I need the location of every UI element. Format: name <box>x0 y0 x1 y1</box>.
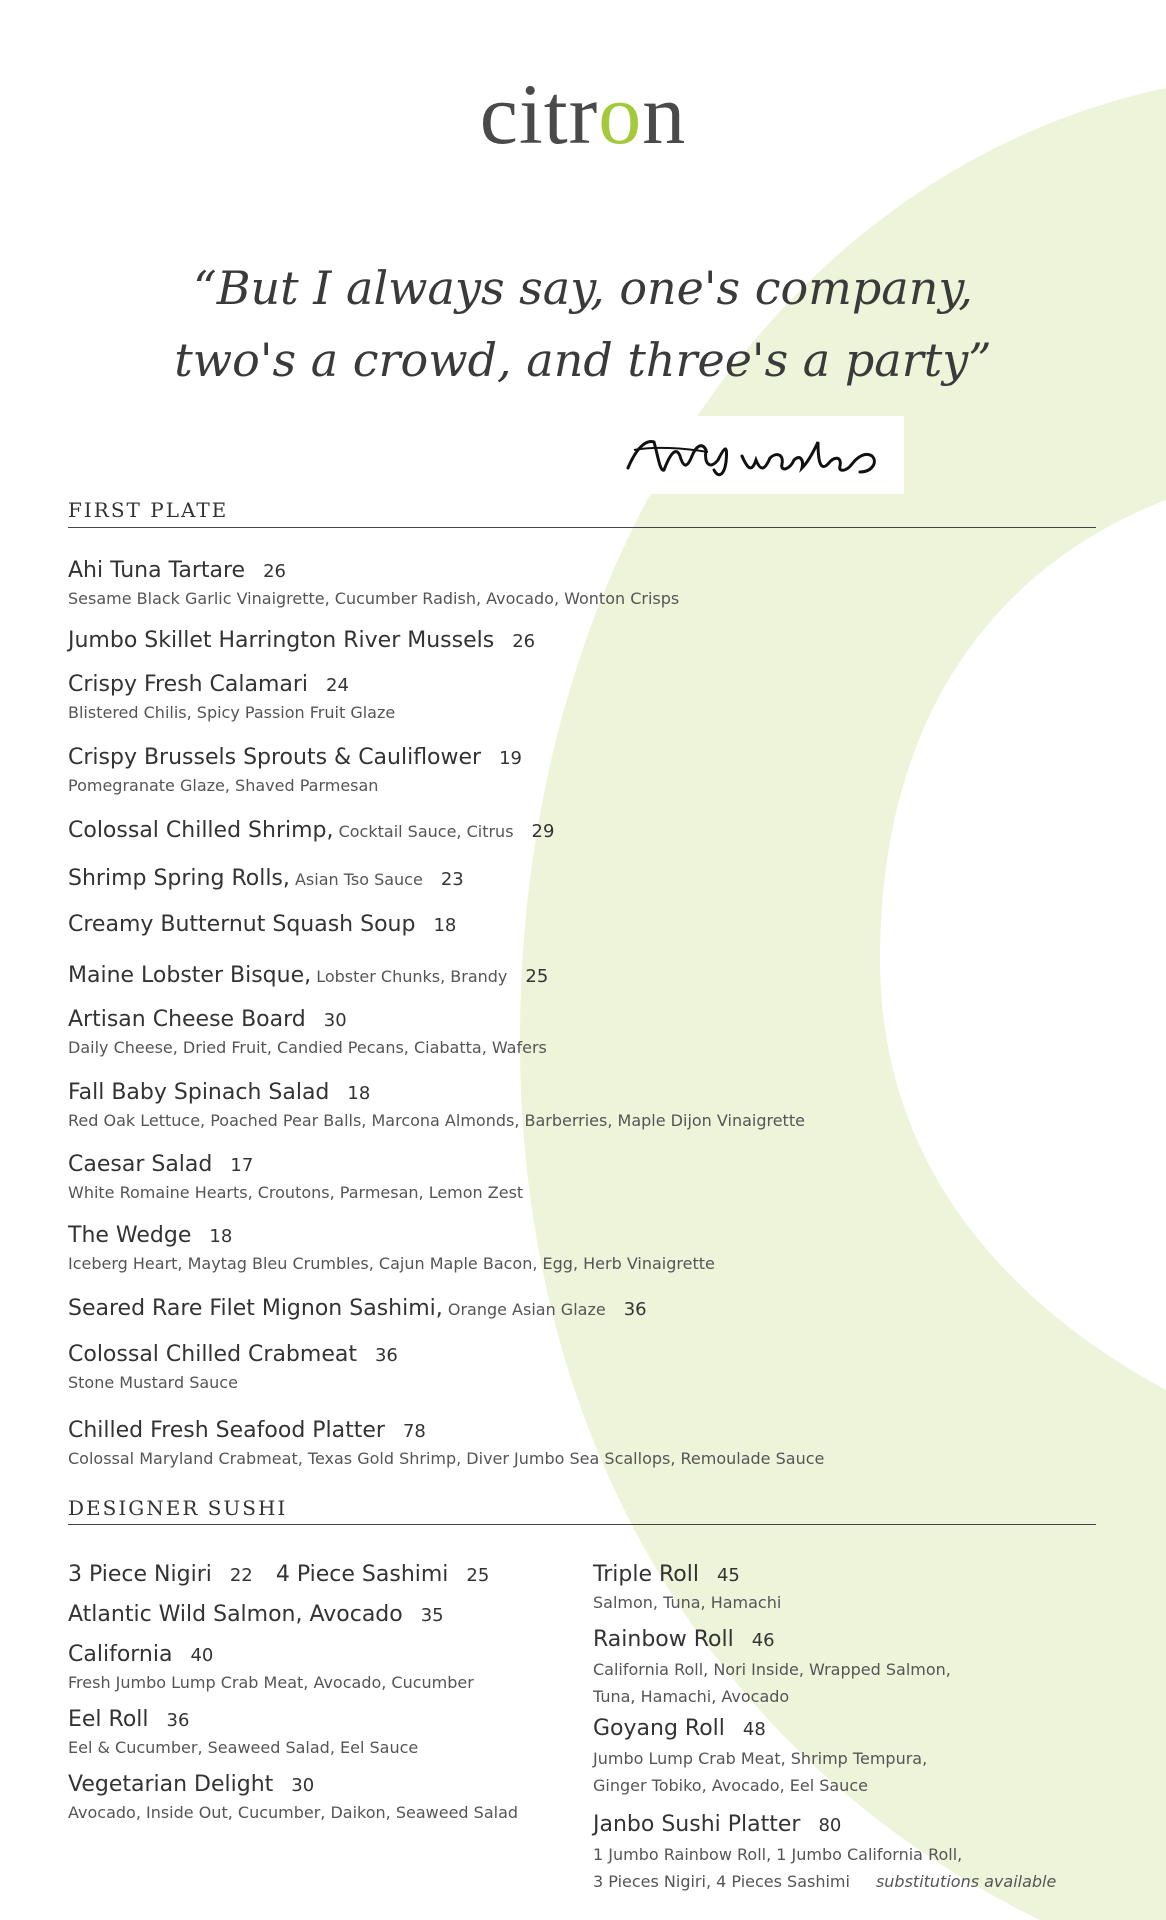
sushi-item <box>68 1602 444 1627</box>
item-description: Iceberg Heart, Maytag Bleu Crumbles, Cajun Maple Bacon, Egg, Herb Vinaigrette <box>68 1254 715 1273</box>
menu-item <box>68 866 464 891</box>
item-price: 25 <box>525 966 549 987</box>
item-price: 36 <box>623 1299 647 1320</box>
item-inline-description: Lobster Chunks, Brandy <box>316 967 508 986</box>
item-name: Jumbo Skillet Harrington River Mussels <box>68 628 495 653</box>
menu-item <box>68 1223 715 1273</box>
item-name: Crispy Brussels Sprouts & Cauliflower <box>68 745 482 770</box>
item-price: 18 <box>347 1083 371 1104</box>
menu-item <box>68 818 554 843</box>
menu-item <box>68 1418 824 1468</box>
item-name: Shrimp Spring Rolls, <box>68 866 290 891</box>
sushi-item <box>68 1707 418 1757</box>
item-price: 25 <box>466 1565 490 1586</box>
item-price: 35 <box>420 1605 444 1626</box>
item-price: 40 <box>190 1645 214 1666</box>
item-name: Fall Baby Spinach Salad <box>68 1080 330 1105</box>
section-title-first-plate: FIRST PLATE <box>68 498 229 522</box>
item-name: Artisan Cheese Board <box>68 1007 306 1032</box>
item-description: Pomegranate Glaze, Shaved Parmesan <box>68 776 379 795</box>
item-description: Fresh Jumbo Lump Crab Meat, Avocado, Cucumber <box>68 1673 474 1692</box>
item-price: 36 <box>166 1710 190 1731</box>
item-description: 3 Pieces Nigiri, 4 Pieces Sashimi substitutions available <box>593 1872 1057 1891</box>
item-description: 1 Jumbo Rainbow Roll, 1 Jumbo California Roll, <box>593 1845 963 1864</box>
item-price: 19 <box>499 748 522 769</box>
item-name: Atlantic Wild Salmon, Avocado <box>68 1602 403 1627</box>
item-price: 29 <box>531 821 555 842</box>
quote-line-2: two's a crowd, and three's a party” <box>174 333 992 387</box>
menu-item <box>68 558 679 608</box>
item-name: Goyang Roll <box>593 1716 725 1741</box>
sushi-item <box>68 1562 489 1587</box>
item-price: 17 <box>230 1155 254 1176</box>
item-name: Crispy Fresh Calamari <box>68 672 309 697</box>
substitutions-note: substitutions available <box>875 1872 1057 1891</box>
item-price: 26 <box>512 631 536 652</box>
item-name: Seared Rare Filet Mignon Sashimi, <box>68 1296 443 1321</box>
item-description: Salmon, Tuna, Hamachi <box>593 1593 782 1612</box>
item-name: Eel Roll <box>68 1707 149 1732</box>
item-name: Vegetarian Delight <box>68 1772 274 1797</box>
menu-item <box>68 1152 523 1202</box>
item-price: 18 <box>433 915 457 936</box>
item-description: Stone Mustard Sauce <box>68 1373 238 1392</box>
item-description: Eel & Cucumber, Seaweed Salad, Eel Sauce <box>68 1738 419 1757</box>
sushi-item <box>593 1562 781 1612</box>
item-price: 24 <box>326 675 349 696</box>
item-description: Red Oak Lettuce, Poached Pear Balls, Marcona Almonds, Barberries, Maple Dijon Vinaigrette <box>68 1111 805 1130</box>
item-name: Chilled Fresh Seafood Platter <box>68 1418 385 1443</box>
item-price: 22 <box>229 1565 253 1586</box>
item-description: Colossal Maryland Crabmeat, Texas Gold Shrimp, Diver Jumbo Sea Scallops, Remoulade Sauce <box>68 1449 825 1468</box>
item-description: Tuna, Hamachi, Avocado <box>593 1687 790 1706</box>
item-inline-description: Orange Asian Glaze <box>447 1300 606 1319</box>
item-name: The Wedge <box>68 1223 192 1248</box>
item-price: 46 <box>751 1630 775 1651</box>
quote-line-1: “But I always say, one's company, <box>193 261 973 315</box>
item-name: Creamy Butternut Squash Soup <box>68 912 416 937</box>
menu-item <box>68 1296 647 1321</box>
item-price: 18 <box>209 1226 233 1247</box>
item-description: Daily Cheese, Dried Fruit, Candied Pecans, Ciabatta, Wafers <box>68 1038 547 1057</box>
item-name: 4 Piece Sashimi <box>275 1562 449 1587</box>
item-name: Janbo Sushi Platter <box>593 1812 801 1837</box>
item-name: Maine Lobster Bisque, <box>68 963 312 988</box>
item-price: 45 <box>716 1565 740 1586</box>
sushi-item <box>593 1716 927 1799</box>
menu-item <box>68 1342 398 1392</box>
section-title-designer-sushi: DESIGNER SUSHI <box>68 1496 288 1520</box>
item-description: Blistered Chilis, Spicy Passion Fruit Glaze <box>68 703 396 722</box>
item-price: 36 <box>374 1345 398 1366</box>
menu-item <box>68 672 395 722</box>
sushi-item <box>68 1772 518 1822</box>
menu-item <box>68 745 522 795</box>
menu-item <box>68 1080 805 1130</box>
item-description: Ginger Tobiko, Avocado, Eel Sauce <box>593 1776 868 1795</box>
item-inline-description: Asian Tso Sauce <box>294 870 423 889</box>
item-price: 78 <box>402 1421 426 1442</box>
sushi-item <box>593 1627 951 1710</box>
item-price: 26 <box>263 561 286 582</box>
item-name: Colossal Chilled Crabmeat <box>68 1342 357 1367</box>
warhol-quote <box>0 252 1166 396</box>
item-price: 30 <box>291 1775 315 1796</box>
andy-warhol-signature <box>614 416 904 494</box>
section-divider <box>68 1524 1096 1525</box>
sushi-item <box>68 1642 474 1692</box>
item-name: Colossal Chilled Shrimp, <box>68 818 334 843</box>
item-inline-description: Cocktail Sauce, Citrus <box>338 822 514 841</box>
item-price: 23 <box>440 869 464 890</box>
item-price: 30 <box>323 1010 347 1031</box>
item-price: 48 <box>742 1719 766 1740</box>
section-divider <box>68 527 1096 528</box>
citron-logo: citron <box>479 66 687 162</box>
item-description: California Roll, Nori Inside, Wrapped Salmon, <box>593 1660 951 1679</box>
item-price: 80 <box>818 1815 842 1836</box>
item-name: Triple Roll <box>593 1562 699 1587</box>
menu-item <box>68 628 535 653</box>
item-name: Rainbow Roll <box>593 1627 734 1652</box>
menu-item <box>68 912 456 937</box>
item-description: Jumbo Lump Crab Meat, Shrimp Tempura, <box>593 1749 928 1768</box>
menu-item <box>68 963 548 988</box>
item-name: 3 Piece Nigiri <box>68 1562 212 1587</box>
sushi-item <box>593 1812 1056 1895</box>
item-name: Ahi Tuna Tartare <box>68 558 246 583</box>
item-description: Sesame Black Garlic Vinaigrette, Cucumber Radish, Avocado, Wonton Crisps <box>68 589 680 608</box>
item-description: Avocado, Inside Out, Cucumber, Daikon, Seaweed Salad <box>68 1803 519 1822</box>
item-description: White Romaine Hearts, Croutons, Parmesan, Lemon Zest <box>68 1183 524 1202</box>
item-name: Caesar Salad <box>68 1152 213 1177</box>
item-name: California <box>68 1642 173 1667</box>
menu-item <box>68 1007 547 1057</box>
